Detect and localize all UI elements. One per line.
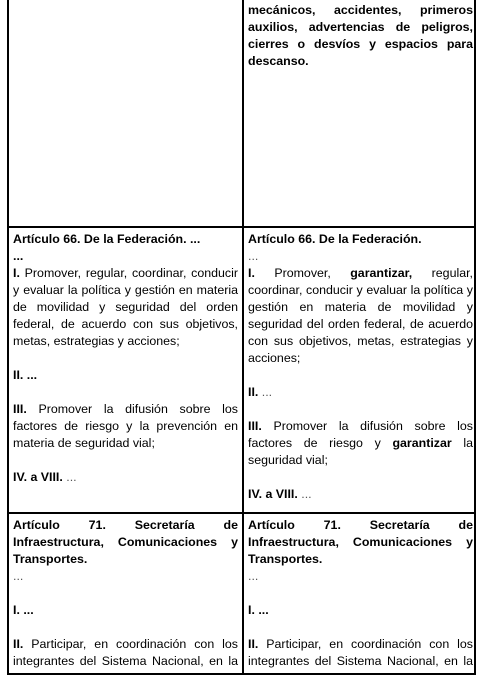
fraction-iii-number: III.	[248, 419, 262, 433]
ellipsis: ...	[248, 569, 259, 583]
row2-left-cell	[13, 231, 238, 486]
row-divider-1	[9, 226, 474, 228]
fraction-ii	[13, 636, 238, 670]
article-66-heading: Artículo 66. De la Federación. ...	[13, 232, 201, 246]
fraction-ii: II. ...	[13, 368, 38, 382]
fraction-i-number: I.	[248, 266, 255, 280]
fraction-ii-number: II.	[13, 637, 24, 651]
row-divider-2	[9, 512, 474, 514]
column-divider	[242, 0, 244, 673]
comparison-table	[7, 0, 476, 675]
fraction-i-text-rest: regular, coordinar, conducir y evaluar la política y gestión en materia de movilidad y seguridad del orden federal, de acuerdo con sus objetivos, metas, estrategias y acciones;	[248, 266, 473, 365]
fraction-iv-ellipsis: ...	[301, 487, 312, 501]
ellipsis: ...	[248, 249, 259, 263]
fraction-i: I. ...	[13, 603, 34, 617]
row3-left-cell	[13, 517, 238, 670]
fraction-ii-ellipsis: ...	[261, 385, 273, 399]
fraction-iii-text-rest: la seguridad vial;	[248, 436, 473, 467]
fraction-ii-number: II.	[248, 637, 259, 651]
row1-right-text: mecánicos, accidentes, primeros auxilios, advertencias de peligros, cierres o desvíos y espacios para descanso.	[248, 3, 473, 68]
row3-right-cell	[248, 517, 473, 670]
fraction-iii-text: Promover la difusión sobre los factores de riesgo y la prevención en materia de seguridad vial;	[13, 402, 238, 450]
fraction-i-number: I.	[13, 266, 20, 280]
row2-right-cell	[248, 231, 473, 503]
article-71-heading: Artículo 71. Secretaría de Infraestructura, Comunicaciones y Transportes.	[248, 518, 473, 566]
fraction-iii	[248, 418, 473, 469]
added-word-garantizar: garantizar	[392, 436, 452, 450]
fraction-ii-number: II.	[248, 385, 259, 399]
ellipsis: ...	[13, 569, 24, 583]
ellipsis: ...	[13, 249, 24, 263]
fraction-iii-number: III.	[13, 402, 27, 416]
row1-right-cell	[248, 2, 473, 70]
row1-left-cell	[13, 2, 238, 224]
fraction-iii	[13, 401, 238, 452]
fraction-i-text: Promover,	[274, 266, 331, 280]
added-word-garantizar: garantizar,	[350, 266, 413, 280]
fraction-ii-text: Participar, en coordinación con los integrantes del Sistema Nacional, en la	[248, 637, 473, 668]
fraction-iv-ellipsis: ...	[66, 470, 77, 484]
fraction-ii	[248, 636, 473, 670]
fraction-iv-viii	[13, 469, 238, 486]
fraction-i	[248, 265, 473, 367]
fraction-iii-text: Promover la difusión sobre los factores de riesgo y	[248, 419, 473, 450]
fraction-ii-text: Participar, en coordinación con los integrantes del Sistema Nacional, en la	[13, 637, 238, 668]
fraction-i	[13, 265, 238, 350]
fraction-iv-viii	[248, 486, 473, 503]
fraction-iv-number: IV. a VIII.	[13, 470, 63, 484]
fraction-iv-number: IV. a VIII.	[248, 487, 298, 501]
article-66-heading: Artículo 66. De la Federación.	[248, 232, 422, 246]
fraction-ii	[248, 384, 473, 401]
fraction-i: I. ...	[248, 603, 269, 617]
fraction-i-text: Promover, regular, coordinar, conducir y evaluar la política y gestión en materia de movilidad y seguridad del orden federal, de acuerdo con sus objetivos, metas, estrategias y acciones;	[13, 266, 238, 348]
article-71-heading: Artículo 71. Secretaría de Infraestructura, Comunicaciones y Transportes.	[13, 518, 238, 566]
